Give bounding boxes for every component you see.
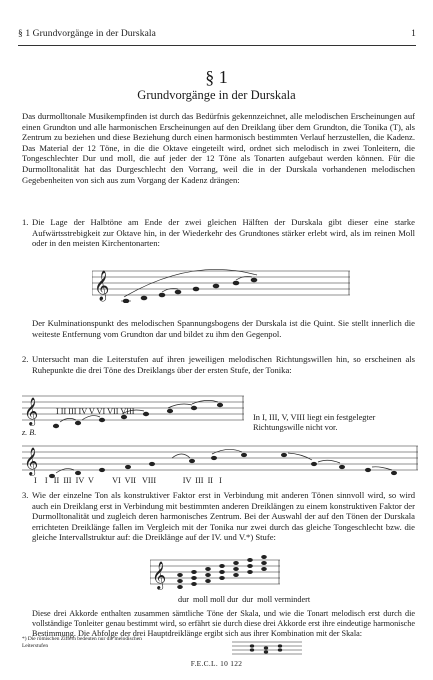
roman-degrees-a: I II III IV V VI VII VIII: [56, 407, 135, 416]
closing-paragraph: Diese drei Akkorde enthalten zusammen sämtliche Töne der Skala, und wie die Tonart melodisch erst durch die vollständige Tonleiter genau bestimmt wird, so erfährt sie durch diese drei Akkorde erst ihre eindeutige harmonische Bestimmung. Die Abfolge der drei Hauptdreiklänge ergibt sich aus ihrer Kombination mit der Skala:: [32, 609, 415, 638]
item-text: Die Lage der Halbtöne am Ende der zwei gleichen Hälften der Durskala gibt dieser eine starke Aufwärtsstrebigkeit zur Oktave hin, in der Wiederkehr des Grundtones stärker erlebt wird, als im reinen Moll oder in den meisten Kirchentonarten:: [32, 217, 415, 249]
item-number: 2.: [22, 354, 29, 364]
section-number: § 1: [205, 67, 228, 87]
music-staff-scale: [92, 261, 350, 303]
section-title: Grundvorgänge in der Durskala: [137, 88, 296, 102]
side-note: In I, III, V, VIII liegt ein festgelegter Richtungswille nicht vor.: [253, 413, 376, 433]
svg-text:𝄞: 𝄞: [24, 447, 39, 475]
music-staff-triads: [150, 552, 280, 592]
item-1-after: Der Kulminationspunkt des melodischen Spannungsbogens der Durskala ist die Quint. Sie stellt innerlich die weiteste Entfernung vom Grundton dar und bildet zu ihm den Gegenpol.: [32, 318, 415, 339]
triad-labels: dur moll moll dur dur moll vermindert: [178, 595, 311, 604]
publisher-code: F.E.C.L. 10 122: [190, 659, 243, 668]
item-text: Untersucht man die Leiterstufen auf ihren jeweiligen melodischen Richtungswillen hin, so erscheinen als Ruhepunkte die drei Töne des Dreiklangs über der ersten Stufe, der Tonika:: [32, 354, 415, 375]
header-rule: [18, 45, 416, 46]
footnote: *) Die römischen Ziffern bedeuten nur die melodischen Leiterstufen: [22, 636, 142, 649]
music-staff-example: [22, 440, 418, 480]
running-header: [18, 29, 416, 39]
item-number: 3.: [22, 490, 29, 500]
music-staff-cadence: [232, 640, 302, 658]
list-item-1: [22, 217, 415, 249]
running-title: § 1 Grundvorgänge in der Durskala: [18, 29, 156, 39]
roman-degrees-b: I I II III IV V VI VII VIII IV III II I: [34, 476, 222, 485]
list-item-3: [22, 490, 415, 543]
item-number: 1.: [22, 217, 29, 227]
item-text: Wie der einzelne Ton als konstruktiver Faktor erst in Verbindung mit anderen Tönen sinnvoll wird, so wird auch ein Dreiklang erst in Verbindung mit bestimmten anderen Dreiklängen zu einem konstruktiven Faktor der Durmolltonalität und zugleich deren harmonisches Zentrum. Bei der Auswahl der auf den Tönen der Durskala errichteten Dreiklänge fallen im Vergleich mit der Tonika nur zwei durch das gleiche Tongeschlecht bzw. die gleiche Intervallstruktur auf: die Dreiklänge auf der IV. und V.*) Stufe:: [32, 490, 415, 543]
svg-text:𝄞: 𝄞: [94, 271, 110, 301]
list-item-2: [22, 354, 415, 375]
intro-paragraph: Das durmolltonale Musikempfinden ist durch das Bedürfnis gekennzeichnet, alle melodischen Erscheinungen auf einen Grundton und alle harmonischen Erscheinungen auf den Dreiklang über dem Grundton, die Tonika (T), als Zentrum zu beziehen und diese Beziehung durch einen harmonisch bestimmten Verlauf herzustellen, die Kadenz. Das Material der 12 Töne, in die die Oktave eingeteilt wird, ordnet sich melodisch in zwei Tonleitern, die Tongeschlechter Dur und moll, die auf jeder der 12 Töne als Tonarten aufgebaut werden können. Für die Durmolltonalität hat das Durgeschlecht den Vorrang, weil die in der Durskala vorhandenen melodischen Gegebenheiten von sich aus zum Vorgang der Kadenz drängen:: [22, 111, 415, 185]
example-label: z. B.: [22, 428, 37, 437]
svg-text:𝄞: 𝄞: [152, 561, 167, 589]
svg-text:𝄞: 𝄞: [24, 397, 39, 425]
page-number: 1: [411, 29, 416, 39]
